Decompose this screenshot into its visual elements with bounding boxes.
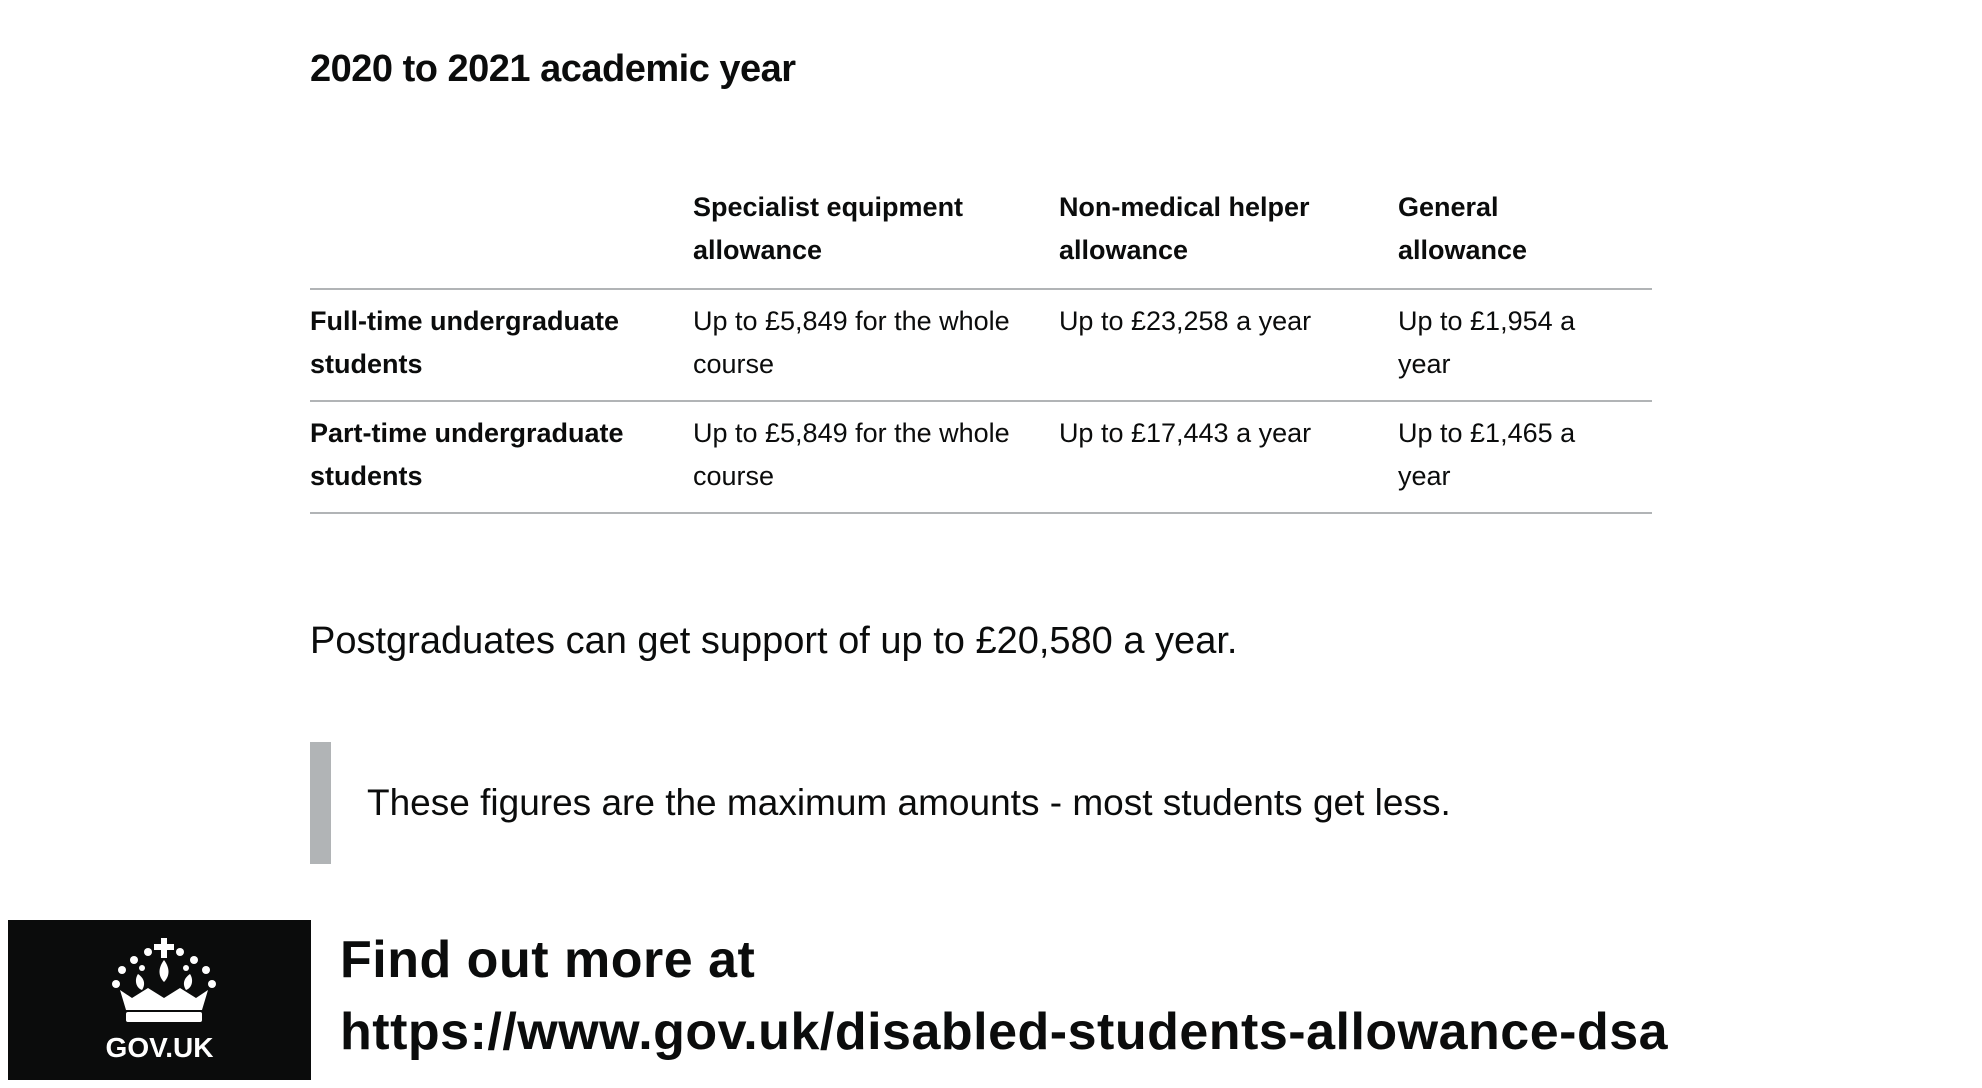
govuk-logo bbox=[8, 920, 311, 1080]
table-cell: Up to £23,258 a year bbox=[1059, 289, 1398, 401]
table-row-label: Full-time undergraduate students bbox=[310, 289, 693, 401]
allowance-table bbox=[310, 180, 1652, 514]
table-row-label: Part-time undergraduate students bbox=[310, 401, 693, 513]
table-cell: Up to £5,849 for the whole course bbox=[693, 289, 1059, 401]
crown-icon bbox=[108, 938, 220, 1026]
find-out-more-link[interactable]: https://www.gov.uk/disabled-students-allowance-dsa bbox=[340, 1003, 1669, 1061]
table-cell: Up to £17,443 a year bbox=[1059, 401, 1398, 513]
postgraduate-note: Postgraduates can get support of up to £20,580 a year. bbox=[310, 620, 1238, 662]
table-header-row bbox=[310, 180, 1652, 289]
table-header-specialist-equipment: Specialist equipment allowance bbox=[693, 180, 1059, 289]
inset-text: These figures are the maximum amounts - most students get less. bbox=[367, 782, 1451, 823]
find-out-more-text: Find out more at bbox=[340, 931, 756, 989]
table-row bbox=[310, 401, 1652, 513]
table-cell: Up to £1,465 a year bbox=[1398, 401, 1652, 513]
inset-text-block bbox=[310, 742, 1610, 864]
govuk-logo-text: GOV.UK bbox=[105, 1032, 214, 1063]
table-row bbox=[310, 289, 1652, 401]
table-cell: Up to £1,954 a year bbox=[1398, 289, 1652, 401]
page-heading: 2020 to 2021 academic year bbox=[310, 48, 796, 90]
table-cell: Up to £5,849 for the whole course bbox=[693, 401, 1059, 513]
table-header-non-medical-helper: Non-medical helper allowance bbox=[1059, 180, 1398, 289]
table-header-general: General allowance bbox=[1398, 180, 1652, 289]
table-header-empty bbox=[310, 180, 693, 289]
